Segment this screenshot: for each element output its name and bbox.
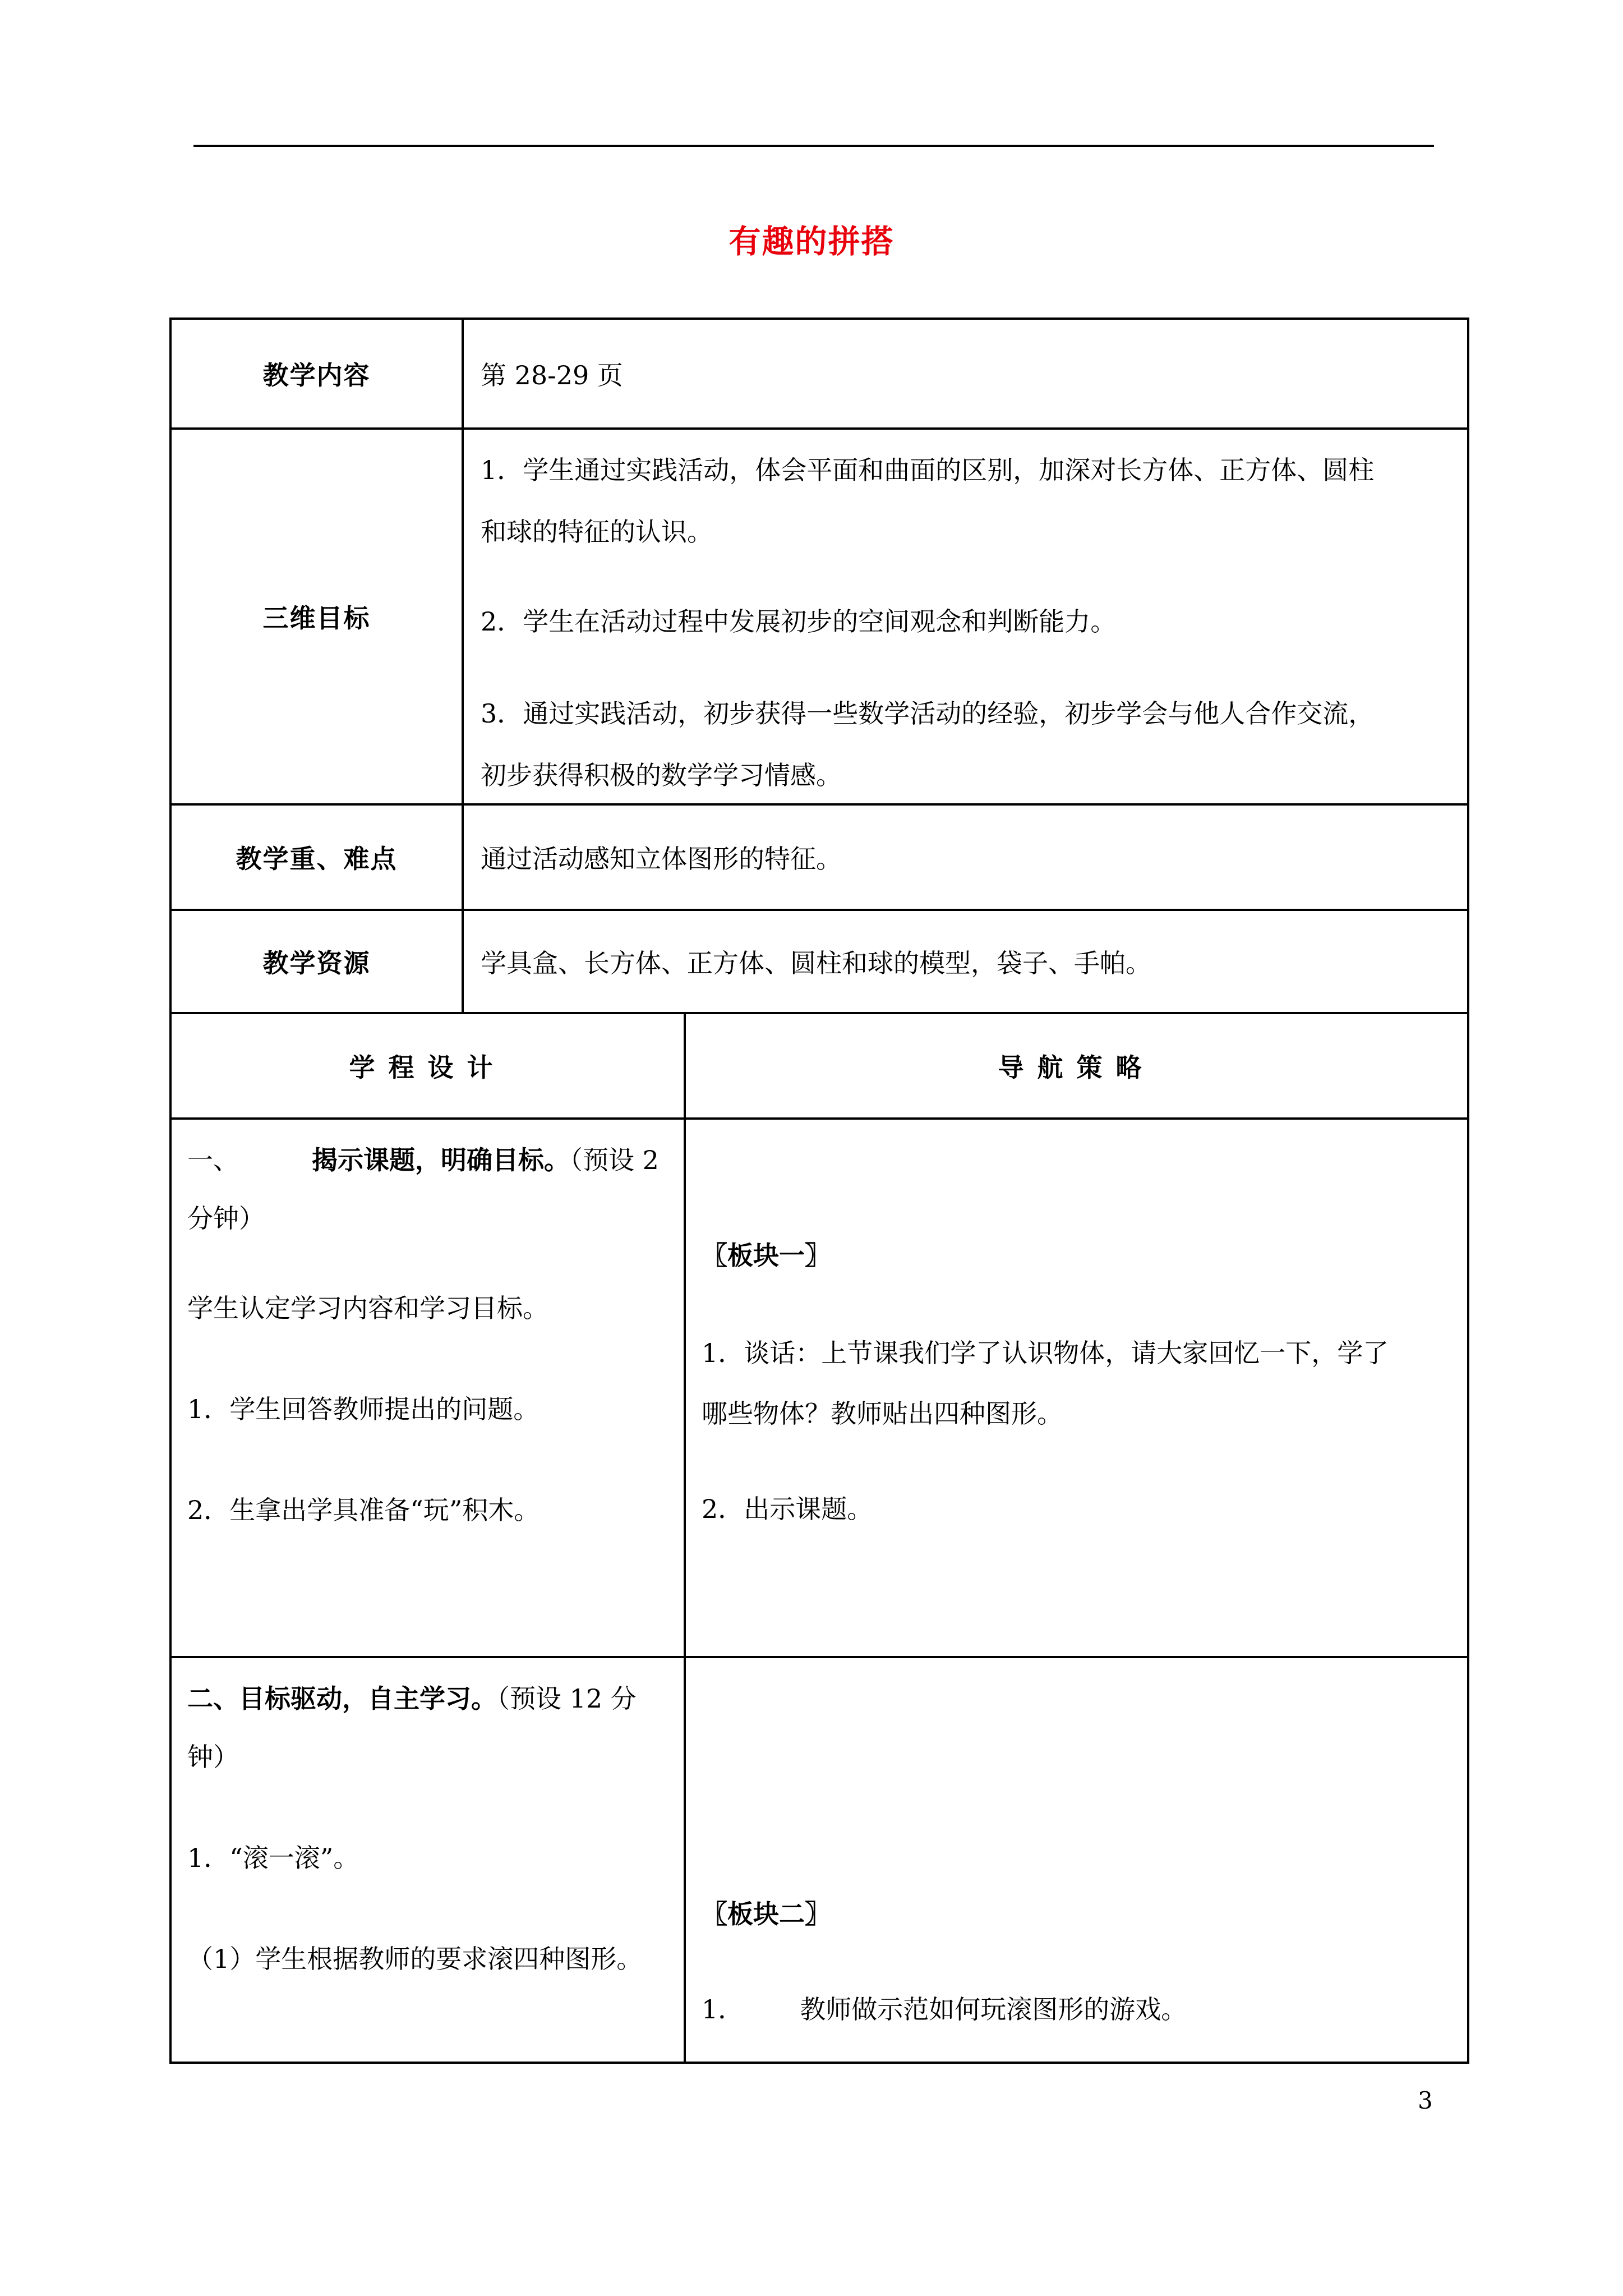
resource-label-cell [169,911,464,1014]
content-value-cell [464,318,1469,430]
section2-left-cell [169,1658,686,2064]
section1-left-cell [169,1120,686,1658]
section2-block-label: 〖板块二〗 [702,1899,831,1929]
goals-label-cell [169,430,464,806]
section1-title-bold: 揭示课题，明确目标。 [312,1145,570,1175]
section2-left-line-1: 1．“滚一滚”。 [187,1843,359,1873]
section2-right-item1-num: 1． [702,1994,744,2024]
section1-title-cont: 分钟） [187,1203,265,1234]
resource-value-cell [464,911,1469,1014]
resource-label: 教学资源 [262,948,371,978]
resource-value: 学具盒、长方体、正方体、圆柱和球的模型，袋子、手帕。 [481,948,1151,978]
section1-title-rest: （预设 2 [570,1145,659,1175]
goal-3-line-2: 初步获得积极的数学学习情感。 [481,760,842,790]
section2-title-bold: 二、目标驱动，自主学习。 [187,1683,497,1714]
goal-2-line-1: 2．学生在活动过程中发展初步的空间观念和判断能力。 [481,606,1117,637]
right-header-text: 导航策略 [998,1052,1155,1083]
goals-value-cell [464,430,1469,806]
section2-title [187,1678,637,1715]
content-label: 教学内容 [262,360,371,390]
section2-right-cell [686,1658,1469,2064]
section1-left-line-2: 1．学生回答教师提出的问题。 [187,1394,540,1424]
lesson-plan-table [169,318,1469,2064]
section1-left-line-3: 2．生拿出学具准备“玩”积木。 [187,1495,540,1525]
page-number: 3 [1418,2087,1433,2114]
section1-title [187,1140,659,1177]
goal-3-line-1: 3．通过实践活动，初步获得一些数学活动的经验，初步学会与他人合作交流， [481,698,1375,729]
key-label-cell [169,806,464,911]
key-value: 通过活动感知立体图形的特征。 [481,844,842,874]
content-value: 第 28-29 页 [481,360,623,390]
section1-title-num: 一、 [187,1145,239,1175]
goals-label: 三维目标 [262,603,371,633]
key-value-cell [464,806,1469,911]
section1-right-item1-a: 1．谈话：上节课我们学了认识物体，请大家回忆一下，学了 [702,1338,1389,1368]
section2-title-rest: （预设 12 分 [497,1683,637,1714]
goal-1-line-1: 1．学生通过实践活动，体会平面和曲面的区别，加深对长方体、正方体、圆柱 [481,455,1375,485]
section2-right-item1 [702,1989,1187,2026]
content-label-cell [169,318,464,430]
section1-right-item2: 2．出示课题。 [702,1494,873,1524]
section2-right-item1-text: 教师做示范如何玩滚图形的游戏。 [800,1994,1187,2024]
section1-block-label: 〖板块一〗 [702,1240,831,1271]
left-column-header [169,1014,686,1120]
key-label: 教学重、难点 [236,844,398,874]
section1-right-cell [686,1120,1469,1658]
section2-title-cont: 钟） [187,1742,239,1772]
section1-right-item1-b: 哪些物体？教师贴出四种图形。 [702,1398,1063,1429]
right-column-header [686,1014,1469,1120]
header-rule [193,145,1434,147]
section2-left-line-2: （1）学生根据教师的要求滚四种图形。 [187,1944,643,1974]
goal-1-line-2: 和球的特征的认识。 [481,517,713,547]
page-title: 有趣的拼搭 [728,223,895,260]
section1-left-line-1: 学生认定学习内容和学习目标。 [187,1293,548,1323]
left-header-text: 学程设计 [349,1052,506,1083]
